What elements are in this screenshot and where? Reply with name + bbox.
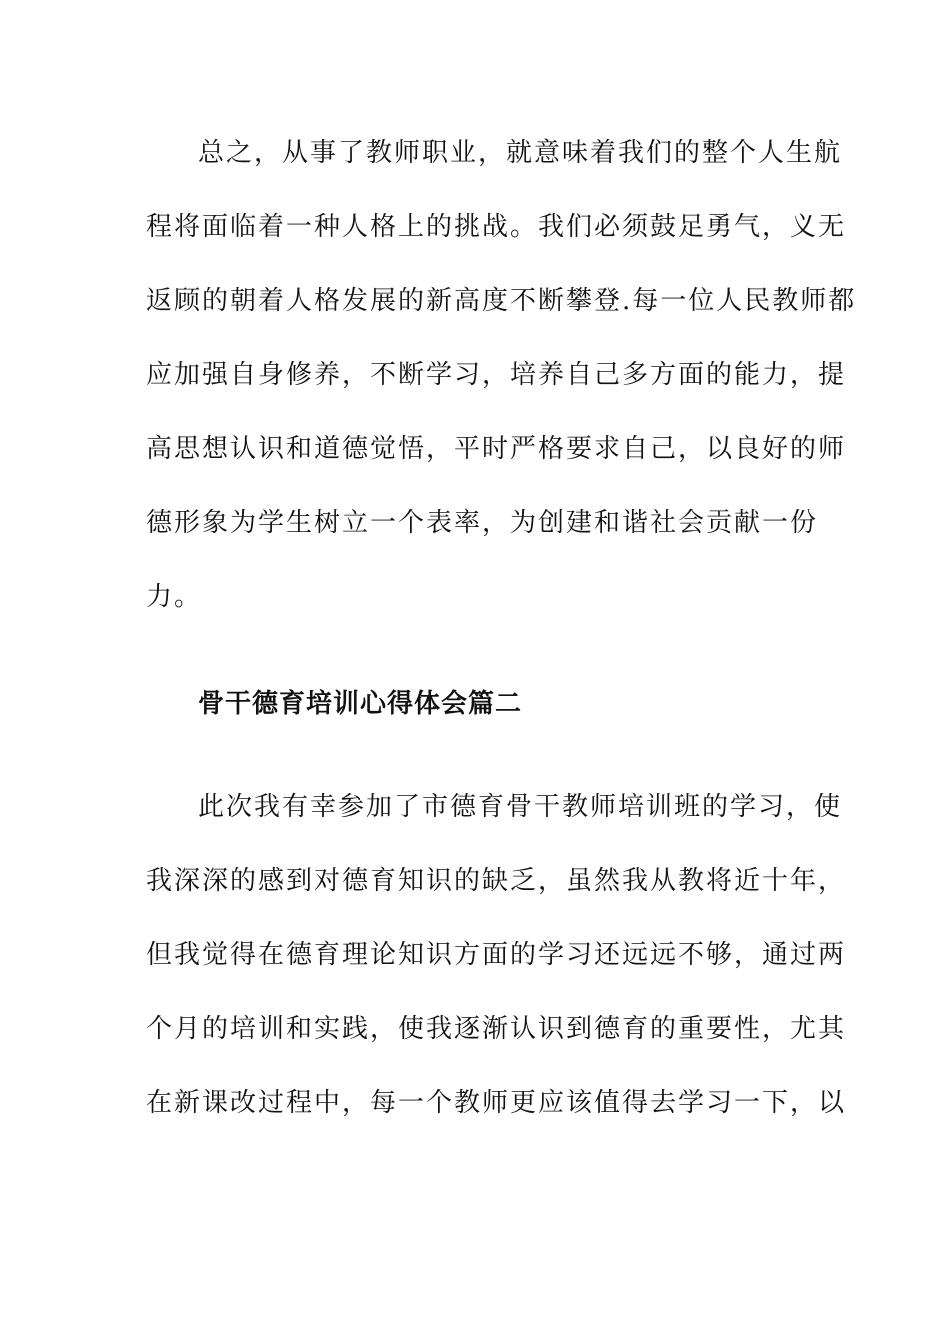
paragraph-2-line-5: 在新课改过程中，每一个教师更应该值得去学习一下，以 bbox=[146, 1088, 847, 1118]
paragraph-1-line-5: 高思想认识和道德觉悟，平时严格要求自己，以良好的师 bbox=[146, 434, 847, 464]
paragraph-2-line-3: 但我觉得在德育理论知识方面的学习还远远不够，通过两 bbox=[146, 940, 847, 970]
paragraph-1-line-1: 总之，从事了教师职业，就意味着我们的整个人生航 bbox=[198, 138, 843, 168]
section-heading: 骨干德育培训心得体会篇二 bbox=[198, 689, 523, 719]
paragraph-1-line-3: 返顾的朝着人格发展的新高度不断攀登.每一位人民教师都 bbox=[146, 286, 857, 316]
paragraph-2-line-2: 我深深的感到对德育知识的缺乏，虽然我从教将近十年， bbox=[146, 866, 847, 896]
paragraph-2-line-4: 个月的培训和实践，使我逐渐认识到德育的重要性，尤其 bbox=[146, 1014, 847, 1044]
paragraph-1-line-4: 应加强自身修养，不断学习，培养自己多方面的能力，提 bbox=[146, 360, 847, 390]
paragraph-1-line-6: 德形象为学生树立一个表率，为创建和谐社会贡献一份 bbox=[146, 508, 819, 538]
paragraph-2-line-1: 此次我有幸参加了市德育骨干教师培训班的学习，使 bbox=[198, 792, 843, 822]
paragraph-1-line-7: 力。 bbox=[146, 582, 203, 612]
paragraph-1-line-2: 程将面临着一种人格上的挑战。我们必须鼓足勇气，义无 bbox=[146, 212, 847, 242]
